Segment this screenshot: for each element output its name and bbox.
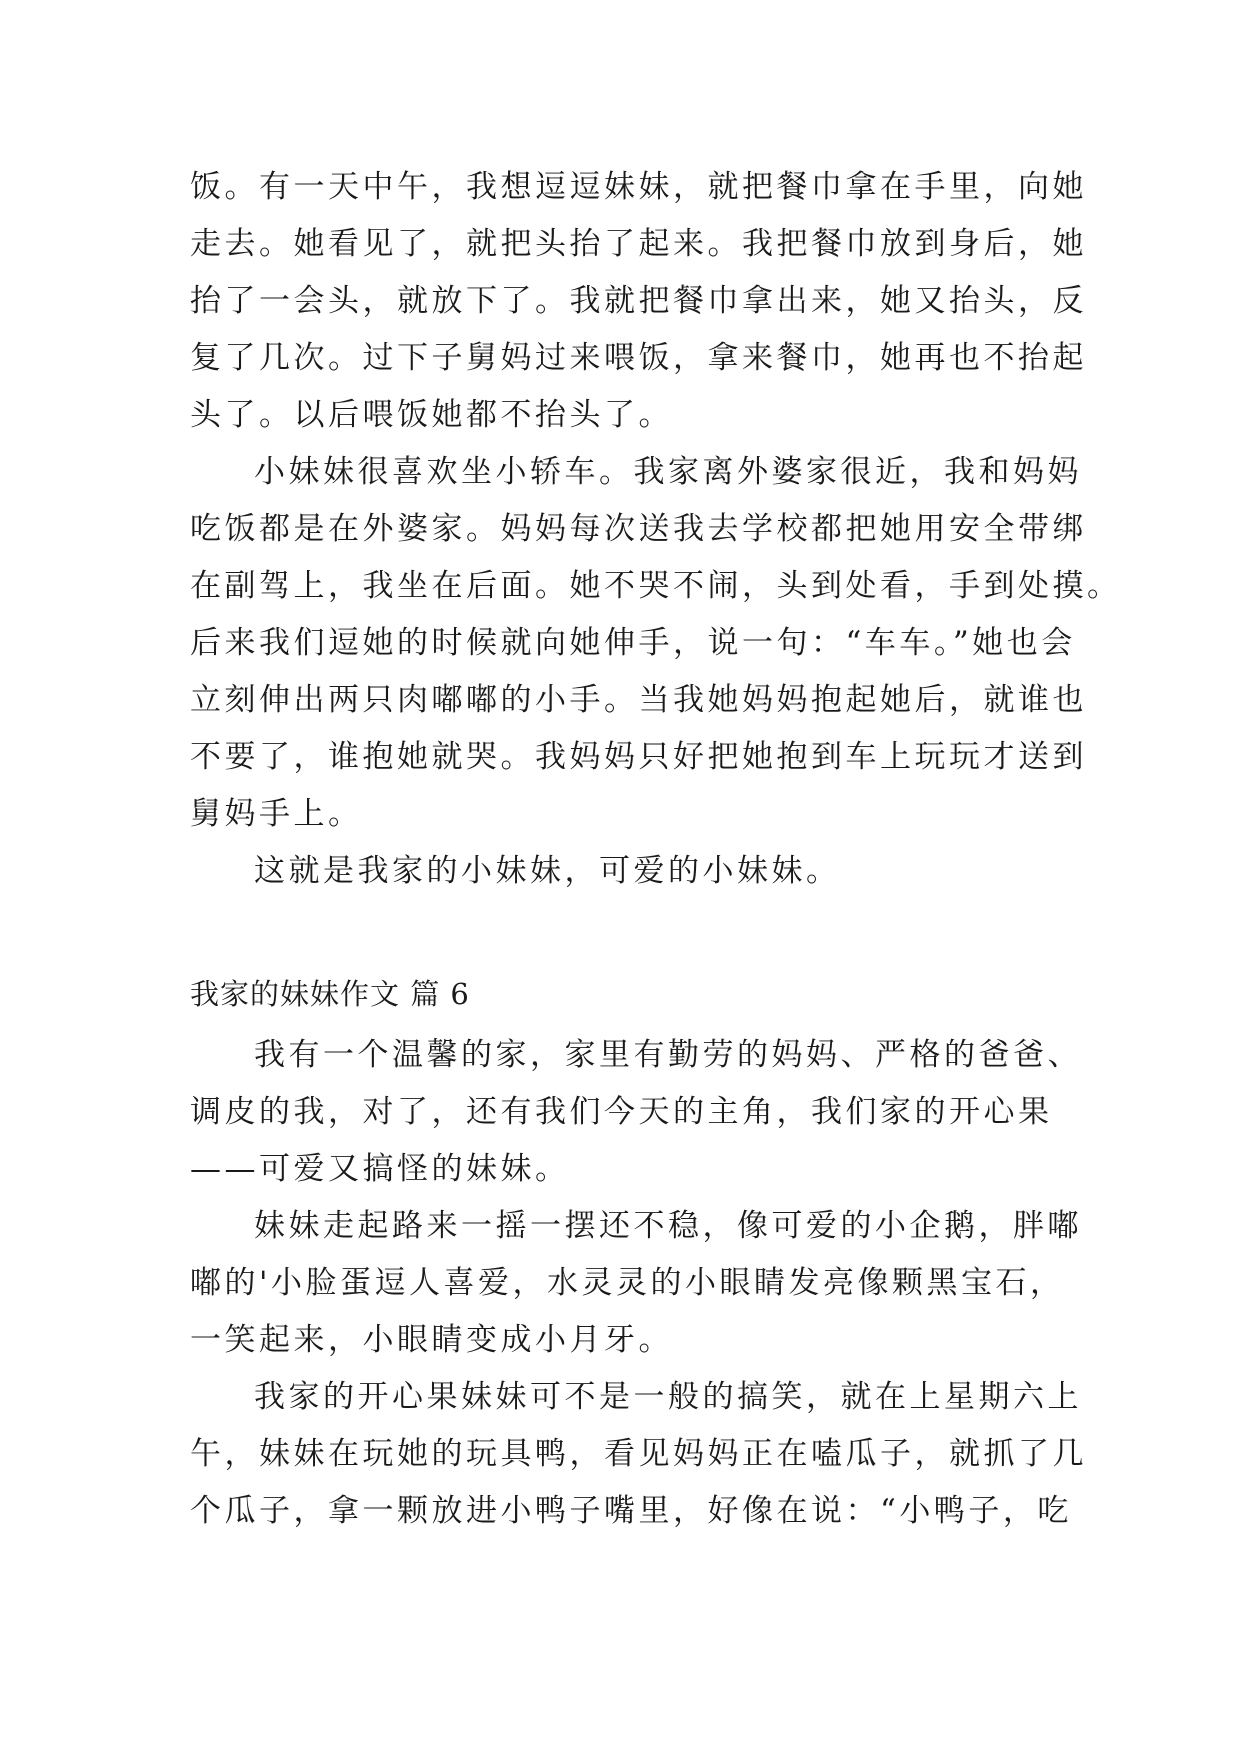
- text-line: 妹妹走起路来一摇一摆还不稳，像可爱的小企鹅，胖嘟: [254, 1208, 1082, 1244]
- text-line: 在副驾上，我坐在后面。她不哭不闹，头到处看，手到处摸。: [190, 568, 1122, 604]
- text-line: 一笑起来，小眼睛变成小月牙。: [190, 1322, 673, 1358]
- text-line: 复了几次。过下子舅妈过来喂饭，拿来餐巾，她再也不抬起: [190, 340, 1087, 376]
- text-line: 不要了，谁抱她就哭。我妈妈只好把她抱到车上玩玩才送到: [190, 739, 1087, 775]
- text-line: 走去。她看见了，就把头抬了起来。我把餐巾放到身后，她: [190, 226, 1087, 262]
- text-line: 吃饭都是在外婆家。妈妈每次送我去学校都把她用安全带绑: [190, 511, 1087, 547]
- text-line: 我有一个温馨的家，家里有勤劳的妈妈、严格的爸爸、: [254, 1037, 1082, 1073]
- section-heading: 我家的妹妹作文 篇 6: [190, 977, 470, 1011]
- text-line: 后来我们逗她的时候就向她伸手，说一句：“车车。”她也会: [190, 625, 1076, 661]
- text-line: 头了。以后喂饭她都不抬头了。: [190, 397, 673, 433]
- text-line: 调皮的我，对了，还有我们今天的主角，我们家的开心果: [190, 1094, 1053, 1130]
- text-line: 个瓜子，拿一颗放进小鸭子嘴里，好像在说：“小鸭子，吃: [190, 1493, 1072, 1529]
- text-line: 嘟的'小脸蛋逗人喜爱，水灵灵的小眼睛发亮像颗黑宝石，: [190, 1265, 1065, 1301]
- text-line: 立刻伸出两只肉嘟嘟的小手。当我她妈妈抱起她后，就谁也: [190, 682, 1087, 718]
- text-line: ——可爱又搞怪的妹妹。: [190, 1151, 570, 1187]
- text-line: 我家的开心果妹妹可不是一般的搞笑，就在上星期六上: [254, 1379, 1082, 1415]
- text-line: 舅妈手上。: [190, 796, 363, 832]
- text-line: 小妹妹很喜欢坐小轿车。我家离外婆家很近，我和妈妈: [254, 454, 1082, 490]
- text-line: 抬了一会头，就放下了。我就把餐巾拿出来，她又抬头，反: [190, 283, 1087, 319]
- text-line: 午，妹妹在玩她的玩具鸭，看见妈妈正在嗑瓜子，就抓了几: [190, 1436, 1087, 1472]
- text-line: 这就是我家的小妹妹，可爱的小妹妹。: [254, 853, 841, 889]
- text-line: 饭。有一天中午，我想逗逗妹妹，就把餐巾拿在手里，向她: [190, 169, 1087, 205]
